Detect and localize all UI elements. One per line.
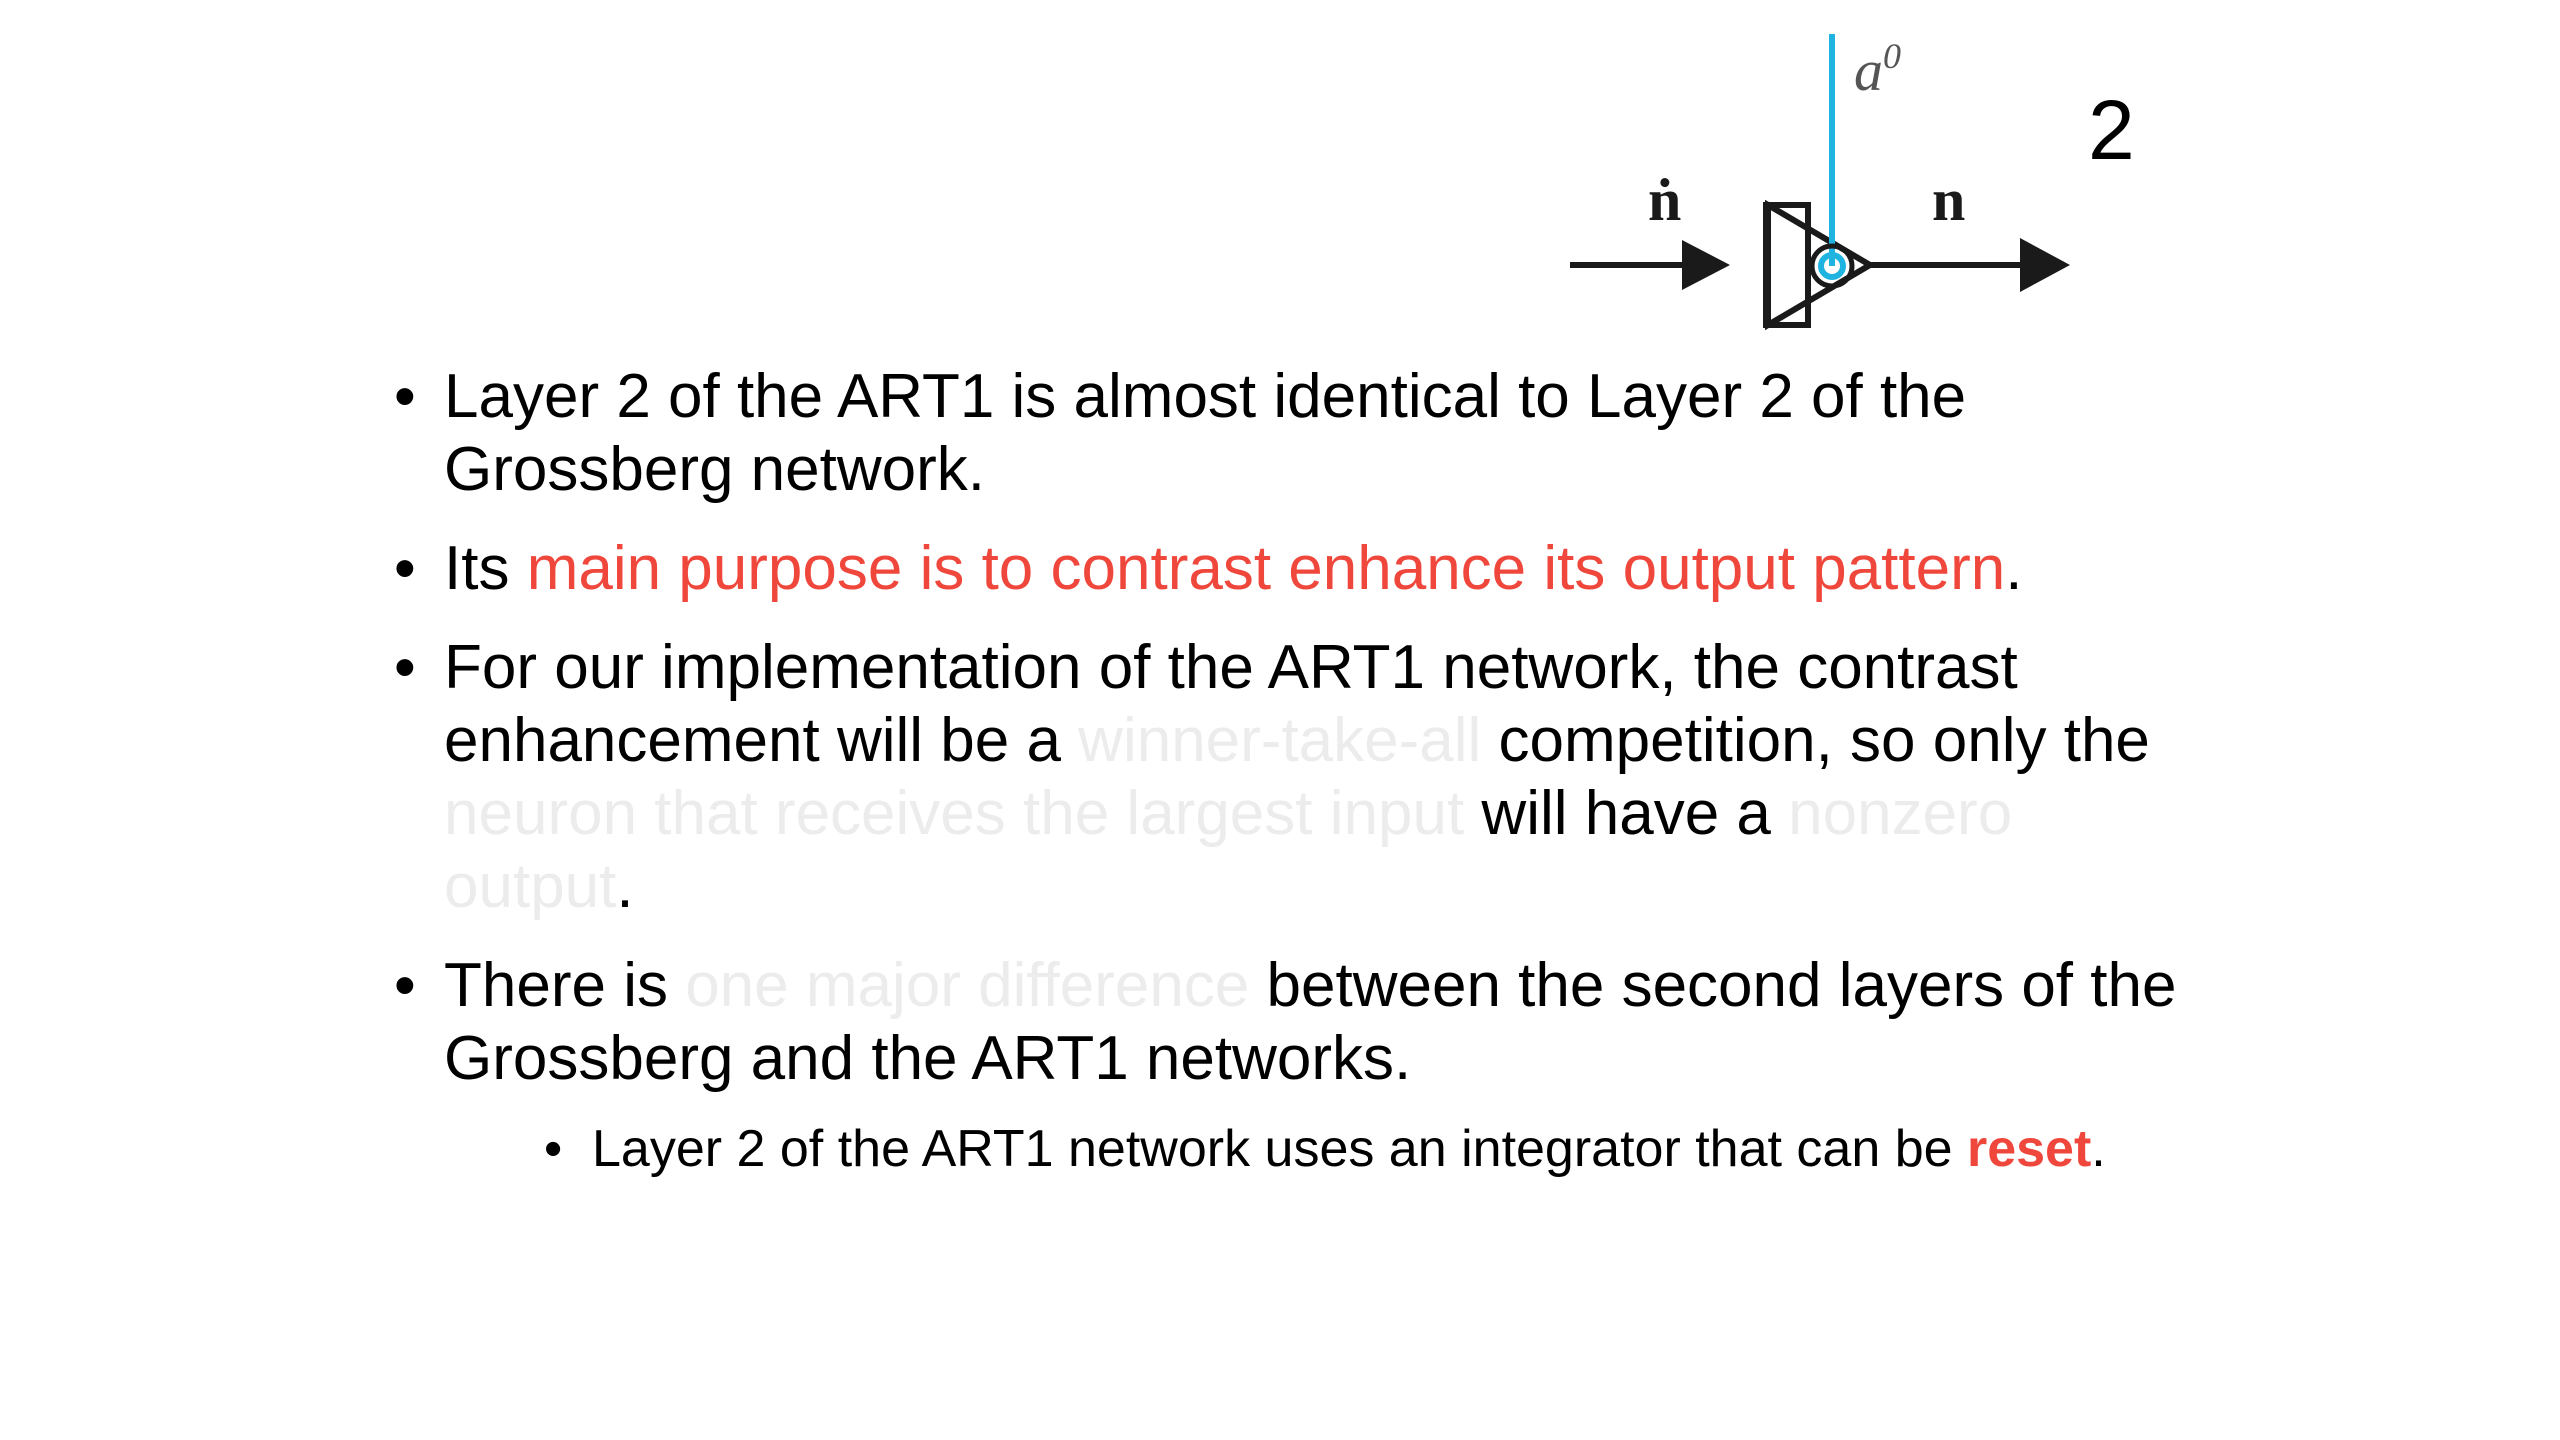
bullet-2-pre: Its xyxy=(444,534,527,603)
bullet-3-part-4: . xyxy=(616,852,634,921)
bullet-2-highlight: main purpose is to contrast enhance its output pattern xyxy=(526,534,2006,603)
bullet-1 xyxy=(388,360,2208,506)
bullet-3-faded-3: nonzero output xyxy=(444,779,2013,921)
sub-bullet-1-highlight: reset xyxy=(1966,1120,2092,1178)
sub-bullet-1-text: Layer 2 of the ART1 network uses an integrator that can be xyxy=(592,1120,1967,1178)
sub-bullet-1 xyxy=(540,1117,2208,1181)
output-arrowhead xyxy=(2020,238,2070,292)
sub-bullet-1-post: . xyxy=(2091,1120,2106,1178)
bullet-2-post: . xyxy=(2005,534,2023,603)
reset-label xyxy=(1854,36,1901,103)
reset-label-superscript: 0 xyxy=(1883,36,1901,76)
output-label: n xyxy=(1932,167,1966,233)
bullet-3-faded-1: winner-take-all xyxy=(1078,706,1482,775)
bullet-4-faded: one major difference xyxy=(685,951,1250,1020)
bullet-2 xyxy=(388,532,2208,605)
bullet-4-post: between the second layers of the Grossberg and the ART1 networks. xyxy=(444,951,2177,1093)
bullet-4 xyxy=(388,949,2208,1095)
input-label: ṅ xyxy=(1648,167,1682,233)
bullet-3-part-3: will have a xyxy=(1464,779,1789,848)
bullet-3-faded-2: neuron that receives the largest input xyxy=(444,779,1465,848)
bullet-1-text: Layer 2 of the ART1 is almost identical to Layer 2 of the Grossberg network. xyxy=(444,362,1967,504)
input-arrowhead xyxy=(1682,240,1730,290)
integrator-diagram xyxy=(1570,30,2090,350)
bullet-3-part-1: For our implementation of the ART1 network, the contrast enhancement will be a xyxy=(444,633,2018,775)
bullet-3 xyxy=(388,631,2208,923)
bullet-4-pre: There is xyxy=(444,951,686,1020)
bullet-list xyxy=(388,360,2208,1181)
bullet-3-part-2: competition, so only the xyxy=(1481,706,2150,775)
slide-number: 2 xyxy=(2088,83,2135,177)
reset-label-base: a xyxy=(1854,38,1883,103)
